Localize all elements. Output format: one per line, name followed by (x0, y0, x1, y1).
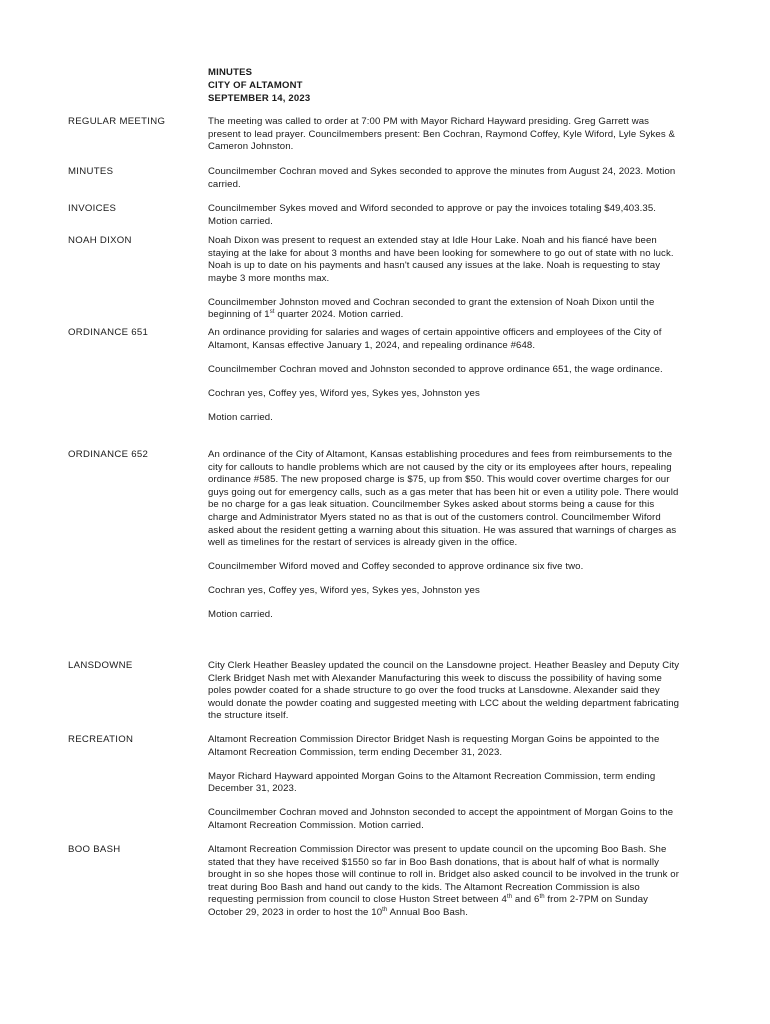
section-body (208, 660, 684, 723)
paragraph: The meeting was called to order at 7:00 PM with Mayor Richard Hayward presiding. Greg Garrett was present to lead prayer. Councilmembers present: Ben Cochran, Raymond Coffey, Kyle Wiford, Lyle Sykes & Cameron Johnston. (208, 116, 676, 153)
superscript: th (506, 894, 513, 901)
text-run: Annual Boo Bash. (387, 906, 469, 918)
vote-record: Cochran yes, Coffey yes, Wiford yes, Sykes yes, Johnston yes (208, 585, 480, 597)
section-label: MINUTES (68, 166, 114, 177)
paragraph: Councilmember Cochran moved and Johnston seconded to accept the appointment of Morgan Goins to the Altamont Recreation Commission. Motion carried. (208, 807, 674, 831)
header-title: MINUTES (208, 67, 253, 78)
superscript: th (539, 894, 545, 901)
text-run: and 6 (512, 894, 540, 906)
section-body (208, 449, 684, 622)
text-run: Altamont Recreation Commission Director was present to update council on the upcoming Boo Bash. She stated that they have received $1550 so far in Boo Bash donations, that is about half of what is normally brought in so she hopes those will continue to roll in. Bridget also asked council to be involved in the trunk or treat during Boo Bash and hand out candy to the kids. The Altamont Recreation Commission is also requesting permission from council to close Huston Street between 4 (208, 844, 680, 906)
paragraph: Councilmember Cochran moved and Sykes seconded to approve the minutes from August 24, 2023. Motion carried. (208, 166, 676, 190)
section-label: BOO BASH (68, 844, 121, 855)
paragraph (208, 297, 684, 322)
section-body (208, 116, 684, 154)
header-date: SEPTEMBER 14, 2023 (208, 93, 311, 104)
section-body (208, 203, 684, 228)
text-run: quarter 2024. Motion carried. (274, 309, 404, 321)
text-run: Councilmember Johnston moved and Cochran seconded to grant the extension of Noah Dixon until the beginning of 1 (208, 296, 655, 321)
section-label: LANSDOWNE (68, 660, 133, 671)
paragraph: Councilmember Cochran moved and Johnston seconded to approve ordinance 651, the wage ordinance. (208, 363, 663, 375)
section-body (208, 327, 684, 424)
superscript: st (269, 309, 275, 316)
motion-result: Motion carried. (208, 609, 273, 621)
paragraph: Noah Dixon was present to request an extended stay at Idle Hour Lake. Noah and his fiancé have been staying at the lake for about 3 months and have been looking for somewhere to go out of state with no luck. Noah is up to date on his payments and hasn't caused any issues at the lake. Noah is requesting to stay maybe 3 more months max. (208, 235, 674, 284)
section-label: REGULAR MEETING (68, 116, 166, 127)
document-header (208, 66, 310, 105)
paragraph: Councilmember Sykes moved and Wiford seconded to approve or pay the invoices totaling $49,403.35. Motion carried. (208, 203, 657, 227)
section-label: INVOICES (68, 203, 117, 214)
section-label: ORDINANCE 651 (68, 327, 149, 338)
paragraph: An ordinance providing for salaries and wages of certain appointive officers and employees of the City of Altamont, Kansas effective January 1, 2024, and repealing ordinance #648. (208, 327, 662, 351)
section-body (208, 734, 684, 833)
superscript: th (382, 906, 388, 913)
section-label: ORDINANCE 652 (68, 449, 149, 460)
paragraph: An ordinance of the City of Altamont, Kansas establishing procedures and fees from reimbursements to the city for callouts to handle problems which are not caused by the city or its employees after hours, repealing ordinance #585. The new proposed charge is $75, up from $50. This would cover overtime charges for our guys going out for emergency calls, such as a gas meter that has been hit or even a utility pole. There would be no charge for a gas leak situation. Councilmember Sykes asked about storms being a cause for this charge and Administrator Myers stated no as that is out of the customers control. Councilmember Wiford asked about the resident getting a warning about this situation. He was assured that warnings of charges as well as timelines for the restart of services is already given in the office. (208, 449, 679, 549)
section-label: RECREATION (68, 734, 134, 745)
section-body (208, 235, 684, 322)
paragraph (208, 844, 684, 920)
paragraph: Mayor Richard Hayward appointed Morgan Goins to the Altamont Recreation Commission, term ending December 31, 2023. (208, 770, 656, 795)
motion-result: Motion carried. (208, 411, 273, 423)
section-label: NOAH DIXON (68, 235, 132, 246)
paragraph: Councilmember Wiford moved and Coffey seconded to approve ordinance six five two. (208, 561, 584, 573)
section-body (208, 844, 684, 920)
text-run: from 2-7PM on Sunday October 29, 2023 in order to host the 10 (208, 894, 649, 918)
paragraph: Altamont Recreation Commission Director Bridget Nash is requesting Morgan Goins be appointed to the Altamont Recreation Commission, term ending December 31, 2023. (208, 734, 660, 758)
section-body (208, 166, 684, 191)
paragraph: City Clerk Heather Beasley updated the council on the Lansdowne project. Heather Beasley and Deputy City Clerk Bridget Nash met with Alexander Manufacturing this week to discuss the possibility of having some poles powder coated for a shade structure to go over the food trucks at Lansdowne. Alexander said they would donate the powder coating and suggested meeting with LCC about the welding department fabricating the structure itself. (208, 660, 680, 722)
header-city: CITY OF ALTAMONT (208, 80, 303, 91)
vote-record: Cochran yes, Coffey yes, Wiford yes, Sykes yes, Johnston yes (208, 387, 480, 399)
